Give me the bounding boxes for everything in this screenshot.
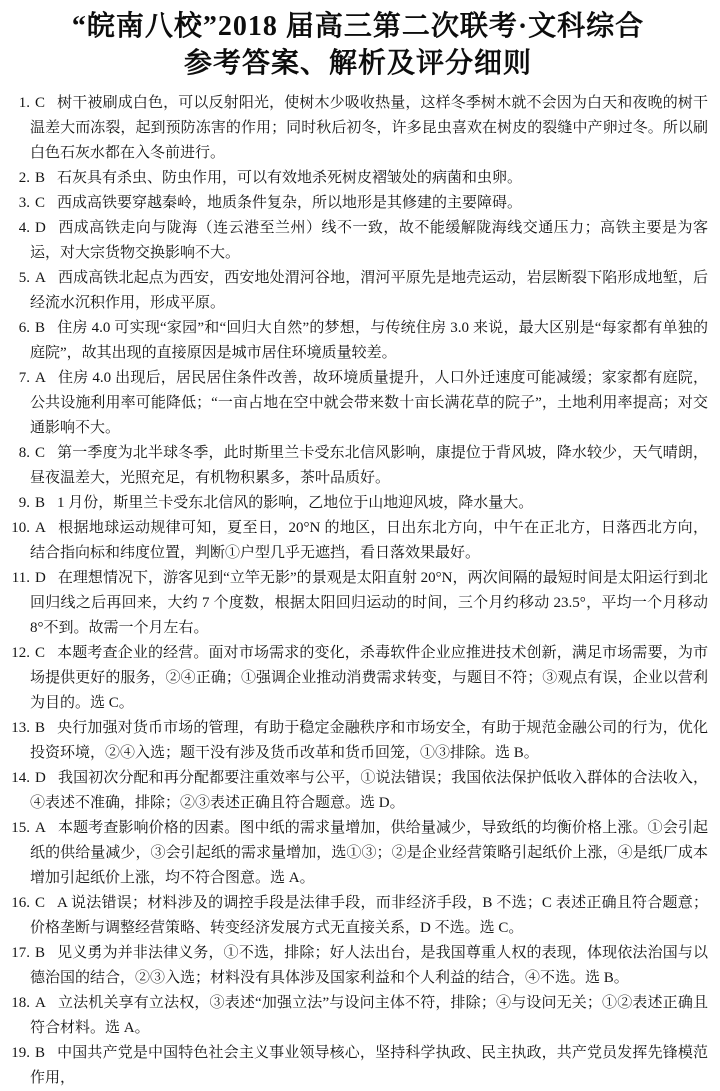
answer-letter: D [35,570,46,586]
answer-letter: C [35,445,46,461]
answer-text: 西成高铁北起点为西安，西安地处渭河谷地，渭河平原先是地壳运动，岩层断裂下陷形成地堑，后经流水沉积作用，形成平原。 [30,270,708,311]
answer-text: 见义勇为并非法律义务，①不选，排除；好人法出台，是我国尊重人权的表现，体现依法治国与以德治国的结合，②③入选；材料没有具体涉及国家利益和个人利益的结合，④不选。选 B。 [30,945,708,986]
answer-item [8,566,708,641]
answer-item [8,441,708,491]
answer-text: 西成高铁走向与陇海（连云港至兰州）线不一致，故不能缓解陇海线交通压力；高铁主要是为客运，对大宗货物交换影响不大。 [30,220,708,261]
answer-text: 我国初次分配和再分配都要注重效率与公平，①说法错误；我国依法保护低收入群体的合法收入，④表述不准确，排除；②③表述正确且符合题意。选 D。 [30,770,708,811]
answer-item [8,191,708,216]
answer-item [8,316,708,366]
answer-letter: D [35,770,46,786]
answer-letter: A [35,995,46,1011]
answer-item [8,816,708,891]
answer-number: 14. [11,770,30,786]
answer-letter: D [35,220,46,236]
answer-item [8,166,708,191]
answer-item [8,641,708,716]
answer-number: 15. [11,820,30,836]
answer-letter: A [35,520,46,536]
answer-text: 根据地球运动规律可知，夏至日，20°N 的地区，日出东北方向，中午在正北方，日落西北方向，结合指向标和纬度位置，判断①户型几乎无遮挡，看日落效果最好。 [30,520,708,561]
answer-letter: B [35,495,46,511]
answer-item [8,766,708,816]
answer-text: 1 月份，斯里兰卡受东北信风的影响，乙地位于山地迎风坡，降水量大。 [57,495,534,511]
answer-text: 央行加强对货币市场的管理，有助于稳定金融秩序和市场安全，有助于规范金融公司的行为，优化投资环境，②④入选；题干没有涉及货币改革和货币回笼，①③排除。选 B。 [30,720,708,761]
answer-number: 10. [11,520,30,536]
answer-text: 中国共产党是中国特色社会主义事业领导核心，坚持科学执政、民主执政，共产党员发挥先锋模范作用， [30,1045,708,1086]
answer-number: 2. [18,170,30,186]
answer-number: 1. [18,95,30,111]
answer-letter: C [35,645,46,661]
answer-item [8,941,708,991]
answer-number: 3. [18,195,30,211]
answer-number: 7. [18,370,30,386]
answer-text: 石灰具有杀虫、防虫作用，可以有效地杀死树皮褶皱处的病菌和虫卵。 [57,170,523,186]
answer-letter: B [35,720,46,736]
answer-number: 4. [18,220,30,236]
answer-number: 8. [18,445,30,461]
answer-number: 5. [18,270,30,286]
answer-number: 18. [11,995,30,1011]
answer-letter: B [35,945,46,961]
answer-number: 6. [18,320,30,336]
answer-number: 13. [11,720,30,736]
answer-number: 17. [11,945,30,961]
answers-list [8,91,708,1091]
answer-text: 树干被刷成白色，可以反射阳光，使树木少吸收热量，这样冬季树木就不会因为白天和夜晚的树干温差大而冻裂，起到预防冻害的作用；同时秋后初冬，许多昆虫喜欢在树皮的裂缝中产卵过冬。所以刷白色石灰水都在入冬前进行。 [30,95,708,161]
answer-item [8,366,708,441]
answer-number: 16. [11,895,30,911]
answer-letter: A [35,820,46,836]
document-title-line2: 参考答案、解析及评分细则 [183,48,532,79]
answer-letter: C [35,895,46,911]
answer-number: 9. [18,495,30,511]
document-title-line1: “皖南八校”2018 届高三第二次联考·文科综合 [71,11,645,42]
answer-text: 本题考查企业的经营。面对市场需求的变化，杀毒软件企业应推进技术创新，满足市场需要，为市场提供更好的服务，②④正确；①强调企业推动消费需求转变，与题目不符；③观点有误，企业以营利为目的。选 C。 [30,645,708,711]
answer-text: 本题考查影响价格的因素。图中纸的需求量增加，供给量减少，导致纸的均衡价格上涨。①会引起纸的供给量减少，③会引起纸的需求量增加，选①③；②是企业经营策略引起纸价上涨，④是纸厂成本增加引起纸价上涨，均不符合图意。选 A。 [30,820,708,886]
answer-number: 12. [11,645,30,661]
answer-text: 西成高铁要穿越秦岭，地质条件复杂，所以地形是其修建的主要障碍。 [57,195,523,211]
answer-number: 11. [11,570,30,586]
answer-item [8,491,708,516]
answer-text: 立法机关享有立法权，③表述“加强立法”与设问主体不符，排除；④与设问无关；①②表述正确且符合材料。选 A。 [30,995,708,1036]
answer-letter: C [35,195,46,211]
answer-item [8,716,708,766]
answer-item [8,91,708,166]
answer-number: 19. [11,1045,30,1061]
answer-item [8,266,708,316]
answer-text: 在理想情况下，游客见到“立竿无影”的景观是太阳直射 20°N，两次间隔的最短时间是太阳运行到北回归线之后再回来，大约 7 个度数，根据太阳回归运动的时间，三个月约移动 23.5°，平均一个月移动 8°不到。故需一个月左右。 [30,570,708,636]
answer-letter: B [35,320,46,336]
answer-letter: A [35,270,46,286]
answer-letter: A [35,370,46,386]
answer-item [8,516,708,566]
answer-item [8,1041,708,1091]
answer-text: 第一季度为北半球冬季，此时斯里兰卡受东北信风影响，康提位于背风坡，降水较少，天气晴朗，昼夜温差大，光照充足，有机物积累多，茶叶品质好。 [30,445,708,486]
answer-text: 住房 4.0 可实现“家园”和“回归大自然”的梦想，与传统住房 3.0 来说，最大区别是“每家都有单独的庭院”，故其出现的直接原因是城市居住环境质量较差。 [30,320,708,361]
answer-text: A 说法错误；材料涉及的调控手段是法律手段，而非经济手段，B 不选；C 表述正确且符合题意；价格垄断与调整经营策略、转变经济发展方式无直接关系，D 不选。选 C。 [30,895,708,936]
answer-item [8,991,708,1041]
answer-item [8,216,708,266]
answer-letter: C [35,95,46,111]
answer-letter: B [35,1045,46,1061]
answer-letter: B [35,170,46,186]
answer-item [8,891,708,941]
answer-text: 住房 4.0 出现后，居民居住条件改善，故环境质量提升，人口外迁速度可能减缓；家家都有庭院，公共设施利用率可能降低；“一亩占地在空中就会带来数十亩长满花草的院子”，土地利用率提高；对交通影响不大。 [30,370,708,436]
